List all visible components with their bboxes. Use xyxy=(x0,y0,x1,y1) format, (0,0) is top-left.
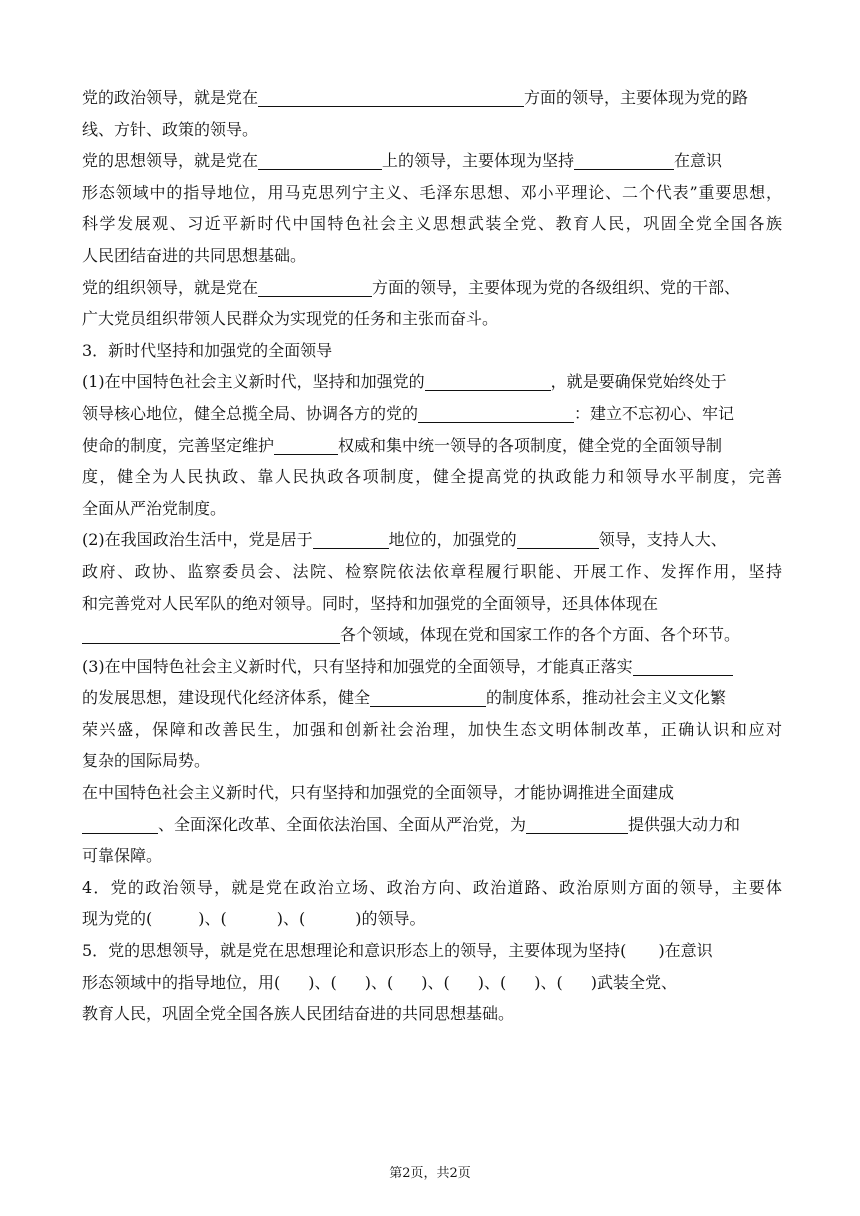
text: 全面从严治党制度。 xyxy=(82,498,227,518)
text: (1)在中国特色社会主义新时代，坚持和加强党的 xyxy=(82,372,425,392)
text: 党的政治领导，就是党在 xyxy=(82,88,259,107)
text: 的制度体系，推动社会主义文化繁 xyxy=(486,688,727,708)
text: 形态领域中的指导地位，用马克思列宁主义、毛泽东思想、邓小平理论、二个代表”重要思想， xyxy=(82,182,782,202)
line-16 xyxy=(82,556,782,588)
text: 4．党的政治领导，就是党在政治立场、政治方向、政治道路、政治原则方面的领导，主要体 xyxy=(82,877,782,897)
text: 形态领域中的指导地位，用( xyxy=(82,972,281,992)
text: 线、方针、政策的领导。 xyxy=(82,119,259,139)
fill-blank[interactable] xyxy=(82,815,158,834)
text: 教育人民，巩固全党全国各族人民团结奋进的共同思想基础。 xyxy=(82,1004,515,1024)
line-6 xyxy=(82,240,782,272)
line-29 xyxy=(82,967,782,999)
line-13 xyxy=(82,461,782,493)
page-footer: 第2页，共2页 xyxy=(389,1166,471,1181)
document-content xyxy=(82,82,782,1030)
line-27 xyxy=(82,903,782,935)
fill-blank[interactable] xyxy=(633,657,733,676)
line-30 xyxy=(82,998,782,1030)
text: )、( xyxy=(308,972,337,992)
text: 度，健全为人民执政、靠人民执政各项制度，健全提高党的执政能力和领导水平制度，完善 xyxy=(82,467,782,487)
line-1 xyxy=(82,82,782,114)
text: (3)在中国特色社会主义新时代，只有坚持和加强党的全面领导，才能真正落实 xyxy=(82,656,633,676)
text: 领导，支持人大、 xyxy=(598,530,727,550)
text: 方面的领导，主要体现为党的各级组织、党的干部、 xyxy=(372,277,741,297)
text: 人民团结奋进的共同思想基础。 xyxy=(82,245,307,265)
line-4 xyxy=(82,177,782,209)
text: )、( xyxy=(477,972,507,992)
text: )、( xyxy=(198,909,227,929)
text: 使命的制度，完善坚定维护 xyxy=(82,435,275,455)
fill-blank[interactable] xyxy=(418,404,574,423)
line-3 xyxy=(82,145,782,177)
line-9 xyxy=(82,335,782,367)
line-10 xyxy=(82,366,782,398)
text: (2)在我国政治生活中，党是居于 xyxy=(82,530,313,550)
text: 提供强大动力和 xyxy=(628,814,741,834)
line-22 xyxy=(82,745,782,777)
line-7 xyxy=(82,272,782,304)
text: 现为党的( xyxy=(82,909,153,929)
fill-blank[interactable] xyxy=(425,372,551,391)
fill-blank[interactable] xyxy=(82,625,340,644)
text: )武装全党、 xyxy=(590,972,677,992)
text: 政府、政协、监察委员会、法院、检察院依法依章程履行职能、开展工作、发挥作用，坚持 xyxy=(82,561,782,581)
line-19 xyxy=(82,651,782,683)
fill-blank[interactable] xyxy=(313,530,389,549)
fill-blank[interactable] xyxy=(274,436,338,455)
line-21 xyxy=(82,714,782,746)
fill-blank[interactable] xyxy=(258,151,382,170)
line-17 xyxy=(82,588,782,620)
text: 在中国特色社会主义新时代，只有坚持和加强党的全面领导，才能协调推进全面建成 xyxy=(82,783,675,803)
line-24 xyxy=(82,809,782,841)
line-23 xyxy=(82,777,782,809)
text: 各个领域，体现在党和国家工作的各个方面、各个环节。 xyxy=(340,625,741,645)
fill-blank[interactable] xyxy=(517,530,599,549)
line-11 xyxy=(82,398,782,430)
fill-blank[interactable] xyxy=(258,278,372,297)
text: )的领导。 xyxy=(355,909,426,929)
text: 方面的领导，主要体现为党的路 xyxy=(524,88,749,107)
text: ，就是要确保党始终处于 xyxy=(550,372,727,392)
fill-blank[interactable] xyxy=(370,688,486,707)
fill-blank[interactable] xyxy=(258,88,524,107)
text: )、( xyxy=(364,972,394,992)
text: 和完善党对人民军队的绝对领导。同时，坚持和加强党的全面领导，还具体体现在 xyxy=(82,593,659,613)
line-5 xyxy=(82,208,782,240)
line-2 xyxy=(82,114,782,146)
line-14 xyxy=(82,493,782,525)
text: 在意识 xyxy=(674,151,723,171)
line-20 xyxy=(82,682,782,714)
line-26 xyxy=(82,872,782,904)
text: 复杂的国际局势。 xyxy=(82,751,211,771)
text: 科学发展观、习近平新时代中国特色社会主义思想武装全党、教育人民，巩固全党全国各族 xyxy=(82,214,782,234)
text: 可靠保障。 xyxy=(82,846,163,866)
text: 、全面深化改革、全面依法治国、全面从严治党，为 xyxy=(158,814,527,834)
section-heading: 3．新时代坚持和加强党的全面领导 xyxy=(82,340,333,360)
text: )在意识 xyxy=(658,941,713,961)
text: 党的思想领导，就是党在 xyxy=(82,151,259,171)
line-18 xyxy=(82,619,782,651)
text: 的发展思想，建设现代化经济体系，健全 xyxy=(82,688,371,708)
text: )、( xyxy=(421,972,450,992)
text: ：建立不忘初心、牢记 xyxy=(574,403,735,423)
line-15 xyxy=(82,524,782,556)
text: 5．党的思想领导，就是党在思想理论和意识形态上的领导，主要体现为坚持( xyxy=(82,941,627,961)
text: 领导核心地位，健全总揽全局、协调各方的党的 xyxy=(82,403,419,423)
text: 上的领导，主要体现为坚持 xyxy=(382,151,575,171)
text: 党的组织领导，就是党在 xyxy=(82,277,259,297)
text: 权威和集中统一领导的各项制度，健全党的全面领导制 xyxy=(338,435,723,455)
line-12 xyxy=(82,430,782,462)
line-8 xyxy=(82,303,782,335)
text: 荣兴盛，保障和改善民生，加强和创新社会治理，加快生态文明体制改革，正确认识和应对 xyxy=(82,719,782,739)
fill-blank[interactable] xyxy=(526,815,628,834)
text: 地位的，加强党的 xyxy=(388,530,517,550)
text: 广大党员组织带领人民群众为实现党的任务和主张而奋斗。 xyxy=(82,309,499,329)
line-28 xyxy=(82,935,782,967)
text: )、( xyxy=(534,972,563,992)
text: )、( xyxy=(276,909,306,929)
line-25 xyxy=(82,840,782,872)
fill-blank[interactable] xyxy=(574,151,674,170)
